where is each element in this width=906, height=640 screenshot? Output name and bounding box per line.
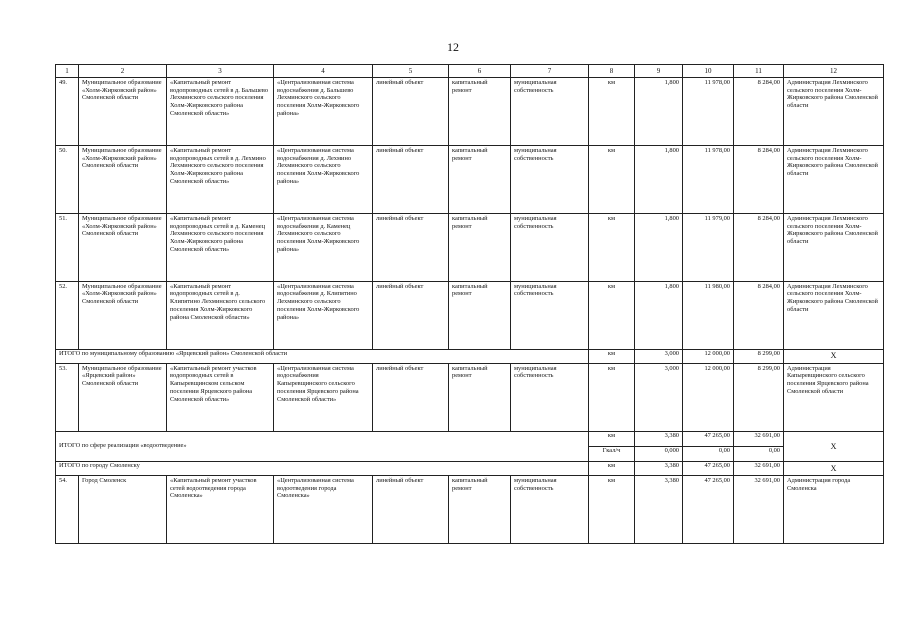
header-cell: 8: [589, 65, 635, 78]
unit-cell: км: [589, 145, 635, 213]
budget-cell: 32 691,00: [734, 475, 784, 543]
cost-cell: 11 978,00: [683, 145, 734, 213]
capacity-cell: 3,380: [635, 431, 683, 446]
unit-cell: км: [589, 475, 635, 543]
object-type-cell: линейный объект: [373, 77, 449, 145]
row-number: 49.: [56, 77, 79, 145]
ownership-cell: муниципальная собственность: [511, 145, 589, 213]
unit-cell: км: [589, 461, 635, 475]
header-cell: 7: [511, 65, 589, 78]
header-cell: 10: [683, 65, 734, 78]
header-cell: 6: [449, 65, 511, 78]
unit-cell: км: [589, 213, 635, 281]
header-cell: 11: [734, 65, 784, 78]
row-number: 52.: [56, 281, 79, 349]
ownership-cell: муниципальная собственность: [511, 281, 589, 349]
budget-cell: 8 284,00: [734, 213, 784, 281]
unit-cell: Гкал/ч: [589, 446, 635, 461]
system-cell: «Централизованная система водоснабжения д. Клипятино Лехминского сельского поселения Холм-Жирковского района»: [274, 281, 373, 349]
system-cell: «Централизованная система водоснабжения д. Лехмино Лехминского сельского поселения Холм-Жирковского района»: [274, 145, 373, 213]
executor-cell: Администрация Лехминского сельского поселения Холм-Жирковского района Смоленской области: [784, 145, 884, 213]
capacity-cell: 0,000: [635, 446, 683, 461]
system-cell: «Централизованная система водоснабжения Капыревщинского сельского поселения Ярцевского района Смоленской области»: [274, 363, 373, 431]
event-cell: «Капитальный ремонт водопроводных сетей в д. Лехмино Лехминского сельского поселения Холм-Жирковского района Смоленской области»: [167, 145, 274, 213]
municipality-cell: Муниципальное образование «Ярцевский район» Смоленской области: [79, 363, 167, 431]
table-row: [56, 363, 884, 431]
budget-cell: 8 284,00: [734, 77, 784, 145]
object-type-cell: линейный объект: [373, 213, 449, 281]
ownership-cell: муниципальная собственность: [511, 363, 589, 431]
unit-cell: км: [589, 349, 635, 363]
cost-cell: 12 000,00: [683, 349, 734, 363]
table-row: [56, 77, 884, 145]
work-type-cell: капитальный ремонт: [449, 145, 511, 213]
unit-cell: км: [589, 431, 635, 446]
work-type-cell: капитальный ремонт: [449, 77, 511, 145]
header-cell: 4: [274, 65, 373, 78]
unit-cell: км: [589, 77, 635, 145]
ownership-cell: муниципальная собственность: [511, 213, 589, 281]
total-label: ИТОГО по сфере реализации «водоотведение»: [56, 431, 589, 461]
budget-cell: 32 691,00: [734, 461, 784, 475]
cost-cell: 47 265,00: [683, 475, 734, 543]
total-row-yartsevo: [56, 349, 884, 363]
work-type-cell: капитальный ремонт: [449, 475, 511, 543]
row-number: 51.: [56, 213, 79, 281]
capacity-cell: 3,000: [635, 349, 683, 363]
event-cell: «Капитальный ремонт участков сетей водоотведения города Смоленска»: [167, 475, 274, 543]
cost-cell: 0,00: [683, 446, 734, 461]
object-type-cell: линейный объект: [373, 475, 449, 543]
row-number: 54.: [56, 475, 79, 543]
municipality-cell: Муниципальное образование «Холм-Жирковский район» Смоленской области: [79, 77, 167, 145]
municipality-cell: Муниципальное образование «Холм-Жирковский район» Смоленской области: [79, 281, 167, 349]
capacity-cell: 1,800: [635, 281, 683, 349]
header-cell: 3: [167, 65, 274, 78]
x-mark: X: [784, 349, 884, 363]
total-row-sewerage-km: [56, 431, 884, 446]
investment-table: [55, 64, 884, 544]
capacity-cell: 3,380: [635, 461, 683, 475]
unit-cell: км: [589, 363, 635, 431]
object-type-cell: линейный объект: [373, 363, 449, 431]
budget-cell: 8 299,00: [734, 363, 784, 431]
capacity-cell: 3,380: [635, 475, 683, 543]
x-mark: X: [784, 461, 884, 475]
executor-cell: Администрация Капыревщинского сельского поселения Ярцевского района Смоленской области: [784, 363, 884, 431]
executor-cell: Администрация Лехминского сельского поселения Холм-Жирковского района Смоленской области: [784, 213, 884, 281]
work-type-cell: капитальный ремонт: [449, 281, 511, 349]
header-cell: 1: [56, 65, 79, 78]
budget-cell: 32 691,00: [734, 431, 784, 446]
cost-cell: 47 265,00: [683, 461, 734, 475]
budget-cell: 8 299,00: [734, 349, 784, 363]
cost-cell: 11 980,00: [683, 281, 734, 349]
table-row: [56, 475, 884, 543]
cost-cell: 47 265,00: [683, 431, 734, 446]
capacity-cell: 1,800: [635, 213, 683, 281]
object-type-cell: линейный объект: [373, 281, 449, 349]
cost-cell: 12 000,00: [683, 363, 734, 431]
system-cell: «Централизованная система водоснабжения д. Каменец Лехминского сельского поселения Холм-Жирковского района»: [274, 213, 373, 281]
total-label: ИТОГО по муниципальному образованию «Ярцевский район» Смоленской области: [56, 349, 589, 363]
cost-cell: 11 979,00: [683, 213, 734, 281]
executor-cell: Администрация Лехминского сельского поселения Холм-Жирковского района Смоленской области: [784, 281, 884, 349]
total-row-city: [56, 461, 884, 475]
cost-cell: 11 978,00: [683, 77, 734, 145]
system-cell: «Централизованная система водоснабжения д. Бальшево Лехминского сельского поселения Холм-Жирковского района»: [274, 77, 373, 145]
x-mark: X: [784, 431, 884, 461]
header-cell: 12: [784, 65, 884, 78]
budget-cell: 8 284,00: [734, 281, 784, 349]
table-row: [56, 281, 884, 349]
unit-cell: км: [589, 281, 635, 349]
municipality-cell: Муниципальное образование «Холм-Жирковский район» Смоленской области: [79, 213, 167, 281]
ownership-cell: муниципальная собственность: [511, 475, 589, 543]
row-number: 50.: [56, 145, 79, 213]
header-cell: 5: [373, 65, 449, 78]
event-cell: «Капитальный ремонт водопроводных сетей в д. Клипятино Лехминского сельского поселения Холм-Жирковского района Смоленской области»: [167, 281, 274, 349]
municipality-cell: Город Смоленск: [79, 475, 167, 543]
budget-cell: 0,00: [734, 446, 784, 461]
executor-cell: Администрация Лехминского сельского поселения Холм-Жирковского района Смоленской области: [784, 77, 884, 145]
municipality-cell: Муниципальное образование «Холм-Жирковский район» Смоленской области: [79, 145, 167, 213]
capacity-cell: 3,000: [635, 363, 683, 431]
page-number: 12: [447, 40, 459, 54]
header-cell: 2: [79, 65, 167, 78]
event-cell: «Капитальный ремонт водопроводных сетей в д. Бальшево Лехминского сельского поселения Холм-Жирковского района Смоленской области»: [167, 77, 274, 145]
row-number: 53.: [56, 363, 79, 431]
capacity-cell: 1,800: [635, 77, 683, 145]
total-label: ИТОГО по городу Смоленску: [56, 461, 589, 475]
header-cell: 9: [635, 65, 683, 78]
table-row: [56, 213, 884, 281]
work-type-cell: капитальный ремонт: [449, 213, 511, 281]
capacity-cell: 1,800: [635, 145, 683, 213]
work-type-cell: капитальный ремонт: [449, 363, 511, 431]
column-number-row: [56, 65, 884, 78]
event-cell: «Капитальный ремонт участков водопроводных сетей в Капыревщинском сельском поселении Ярцевского района Смоленской области»: [167, 363, 274, 431]
system-cell: «Централизованная система водоотведения города Смоленска»: [274, 475, 373, 543]
object-type-cell: линейный объект: [373, 145, 449, 213]
executor-cell: Администрация города Смоленска: [784, 475, 884, 543]
ownership-cell: муниципальная собственность: [511, 77, 589, 145]
table-row: [56, 145, 884, 213]
event-cell: «Капитальный ремонт водопроводных сетей в д. Каменец Лехминского сельского поселения Холм-Жирковского района Смоленской области»: [167, 213, 274, 281]
budget-cell: 8 284,00: [734, 145, 784, 213]
